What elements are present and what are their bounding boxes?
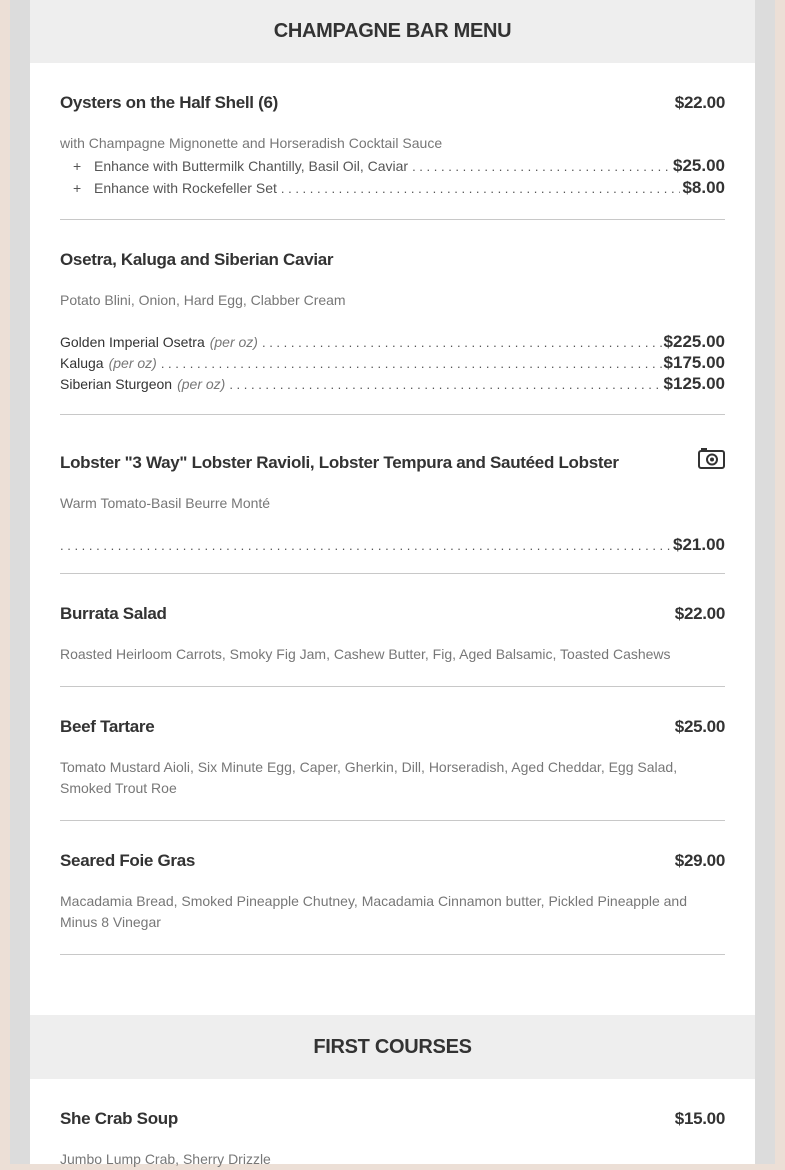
item-name: Lobster "3 Way" Lobster Ravioli, Lobster Tempura and Sautéed Lobster (60, 453, 619, 472)
item-name: Seared Foie Gras (60, 851, 196, 870)
leader-dots (412, 156, 671, 177)
option-label: Enhance with Buttermilk Chantilly, Basil Oil, Caviar (94, 158, 409, 174)
item-name: Osetra, Kaluga and Siberian Caviar (60, 250, 334, 269)
menu-item-caviar[interactable] (60, 220, 725, 415)
leader-dots (262, 332, 662, 353)
size-unit: (per oz) (209, 334, 258, 350)
size-price: $175.00 (663, 353, 725, 372)
leader-dots (229, 374, 661, 395)
menu-item-lobster[interactable] (60, 415, 725, 574)
menu-item-burrata[interactable] (60, 574, 725, 687)
menu-item-foie-gras[interactable] (60, 821, 725, 955)
item-price: $21.00 (673, 535, 725, 554)
section-spacer (30, 955, 755, 1015)
item-description: with Champagne Mignonette and Horseradish Cocktail Sauce (60, 135, 443, 151)
option-price: $25.00 (673, 156, 725, 175)
section-title-first-courses: FIRST COURSES (30, 1015, 755, 1079)
item-name: She Crab Soup (60, 1109, 178, 1128)
item-description: Tomato Mustard Aioli, Six Minute Egg, Caper, Gherkin, Dill, Horseradish, Aged Cheddar, Egg Salad, Smoked Trout Roe (60, 759, 678, 796)
size-label: Kaluga (60, 355, 104, 371)
section-title-champagne-bar: CHAMPAGNE BAR MENU (30, 0, 755, 63)
camera-icon[interactable] (698, 447, 725, 469)
option-row[interactable] (60, 177, 725, 198)
option-row[interactable] (60, 155, 725, 176)
size-row[interactable] (60, 373, 725, 394)
size-unit: (per oz) (108, 355, 157, 371)
size-price: $125.00 (663, 374, 725, 393)
option-price: $8.00 (682, 178, 725, 197)
item-price: $15.00 (674, 1109, 725, 1128)
size-unit: (per oz) (177, 376, 226, 392)
item-price: $22.00 (674, 93, 725, 112)
item-description: Macadamia Bread, Smoked Pineapple Chutney, Macadamia Cinnamon butter, Pickled Pineapple and Minus 8 Vinegar (60, 893, 687, 930)
size-row[interactable] (60, 331, 725, 352)
item-price: $22.00 (674, 604, 725, 623)
item-description: Roasted Heirloom Carrots, Smoky Fig Jam, Cashew Butter, Fig, Aged Balsamic, Toasted Cashews (60, 646, 671, 662)
plus-icon: + (73, 158, 82, 174)
item-name: Burrata Salad (60, 604, 167, 623)
item-price: $29.00 (674, 851, 725, 870)
size-label: Siberian Sturgeon (60, 376, 173, 392)
item-price: $25.00 (674, 717, 725, 736)
leader-dots (281, 178, 681, 199)
size-row[interactable] (60, 352, 725, 373)
size-price: $225.00 (663, 332, 725, 351)
item-description: Jumbo Lump Crab, Sherry Drizzle (60, 1151, 271, 1167)
menu-item-she-crab-soup[interactable] (60, 1079, 725, 1170)
menu-item-oysters[interactable] (60, 63, 725, 220)
option-label: Enhance with Rockefeller Set (94, 180, 277, 196)
leader-dots (161, 353, 662, 374)
item-name: Beef Tartare (60, 717, 155, 736)
leader-dots (60, 535, 671, 556)
size-label: Golden Imperial Osetra (60, 334, 205, 350)
menu-panel (30, 0, 755, 1167)
menu-item-beef-tartare[interactable] (60, 687, 725, 821)
price-row[interactable] (60, 534, 725, 555)
item-name: Oysters on the Half Shell (6) (60, 93, 279, 112)
item-description: Warm Tomato-Basil Beurre Monté (60, 495, 271, 511)
plus-icon: + (73, 180, 82, 196)
item-description: Potato Blini, Onion, Hard Egg, Clabber Cream (60, 292, 346, 308)
